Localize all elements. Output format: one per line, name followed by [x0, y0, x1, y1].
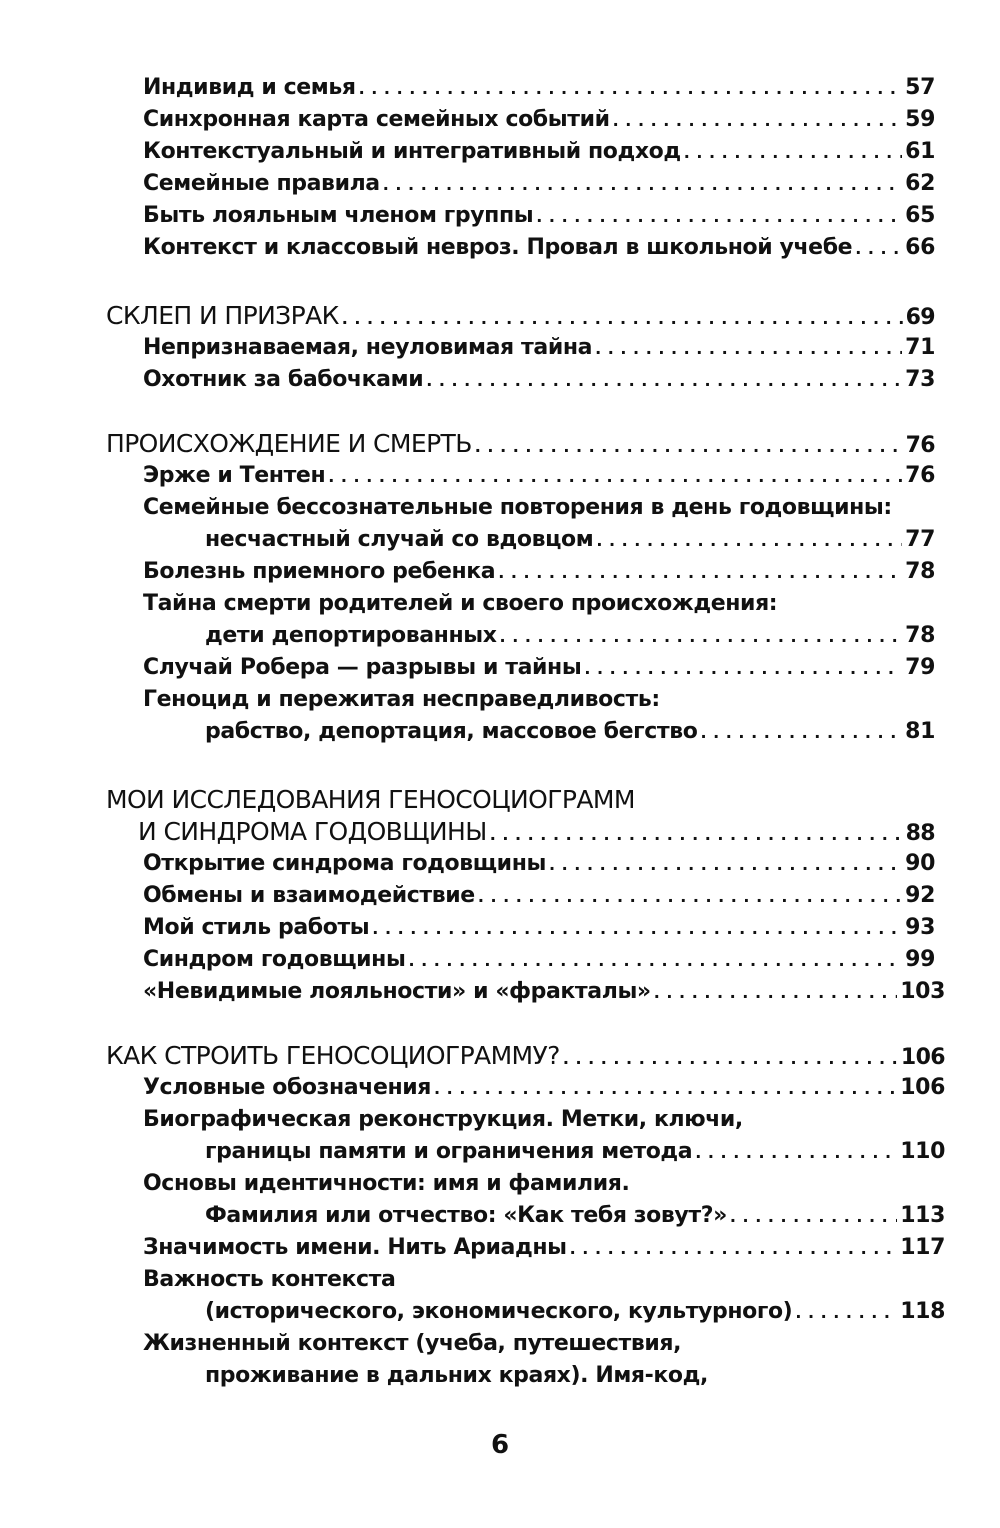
entry-title: Семейные правила [143, 171, 380, 196]
leader-dots [426, 365, 902, 397]
leader-dots [490, 819, 903, 851]
toc-entry[interactable] [205, 1136, 945, 1168]
leader-dots [536, 201, 902, 233]
entry-page: 66 [905, 235, 935, 260]
toc-entry[interactable] [143, 364, 935, 396]
leader-dots [695, 1137, 897, 1169]
entry-page: 69 [905, 305, 935, 330]
entry-title: Индивид и семья [143, 75, 356, 100]
entry-title: Эрже и Тентен [143, 463, 326, 488]
toc-entry[interactable] [205, 1200, 945, 1232]
entry-page: 76 [905, 433, 935, 458]
leader-dots [500, 621, 903, 653]
entry-page: 65 [905, 203, 935, 228]
leader-dots [498, 557, 902, 589]
toc-entry[interactable] [205, 620, 935, 652]
toc-chapter[interactable] [106, 428, 935, 460]
toc-chapter[interactable] [106, 300, 935, 332]
entry-title: Открытие синдрома годовщины [143, 851, 546, 876]
leader-dots [342, 303, 903, 335]
entry-page: 57 [905, 75, 935, 100]
entry-title-continued: Биографическая реконструкция. Метки, ключи, [143, 1107, 743, 1132]
chapter-title-line1: МОИ ИССЛЕДОВАНИЯ ГЕНОСОЦИОГРАММ [106, 785, 635, 814]
entry-title: Условные обозначения [143, 1075, 432, 1100]
leader-dots [700, 717, 902, 749]
leader-dots [408, 945, 902, 977]
entry-page: 79 [905, 655, 935, 680]
leader-dots [478, 881, 902, 913]
entry-page: 106 [900, 1075, 945, 1100]
toc-entry[interactable] [143, 104, 935, 136]
toc-chapter[interactable] [138, 816, 935, 848]
toc-entry[interactable] [143, 136, 935, 168]
entry-page: 117 [900, 1235, 945, 1260]
leader-dots [596, 525, 902, 557]
toc-entry[interactable] [143, 72, 935, 104]
leader-dots [549, 849, 902, 881]
entry-page: 99 [905, 947, 935, 972]
leader-dots [328, 461, 902, 493]
leader-dots [613, 105, 903, 137]
entry-title-continued: Тайна смерти родителей и своего происхождения: [143, 591, 778, 616]
entry-title-continued: Семейные бессознательные повторения в день годовщины: [143, 495, 892, 520]
toc-entry[interactable] [143, 944, 935, 976]
entry-page: 88 [905, 821, 935, 846]
entry-title: рабство, депортация, массовое бегство [205, 719, 698, 744]
entry-page: 110 [900, 1139, 945, 1164]
entry-title: Мой стиль работы [143, 915, 370, 940]
toc-entry[interactable] [143, 912, 935, 944]
entry-page: 92 [905, 883, 935, 908]
entry-title: Обмены и взаимодействие [143, 883, 475, 908]
entry-page: 61 [905, 139, 935, 164]
entry-title: Синдром годовщины [143, 947, 406, 972]
entry-title-continued: Жизненный контекст (учеба, путешествия, [143, 1331, 682, 1356]
entry-title: дети депортированных [205, 623, 497, 648]
leader-dots [654, 977, 898, 1009]
entry-page: 73 [905, 367, 935, 392]
entry-title: Контекстуальный и интегративный подход [143, 139, 681, 164]
toc-chapter[interactable] [106, 1040, 945, 1072]
leader-dots [855, 233, 902, 265]
leader-dots [595, 333, 902, 365]
entry-title: Охотник за бабочками [143, 367, 424, 392]
entry-title: Болезнь приемного ребенка [143, 559, 496, 584]
leader-dots [584, 653, 902, 685]
entry-title: несчастный случай со вдовцом [205, 527, 594, 552]
toc-entry[interactable] [143, 460, 935, 492]
entry-title-continued: Основы идентичности: имя и фамилия. [143, 1171, 630, 1196]
toc-entry[interactable] [143, 848, 935, 880]
entry-page: 59 [905, 107, 935, 132]
toc-entry[interactable] [143, 332, 935, 364]
entry-title: (исторического, экономического, культурного) [205, 1299, 793, 1324]
leader-dots [563, 1043, 898, 1075]
toc-entry[interactable] [143, 1232, 945, 1264]
entry-title-continued: Важность контекста [143, 1267, 396, 1292]
entry-page: 62 [905, 171, 935, 196]
leader-dots [730, 1201, 897, 1233]
leader-dots [570, 1233, 898, 1265]
entry-page: 90 [905, 851, 935, 876]
toc-entry[interactable] [143, 1072, 945, 1104]
leader-dots [475, 431, 903, 463]
toc-entry[interactable] [205, 524, 935, 556]
toc-entry[interactable] [205, 1296, 945, 1328]
entry-title-continued: Геноцид и пережитая несправедливость: [143, 687, 660, 712]
chapter-title: СКЛЕП И ПРИЗРАК [106, 301, 339, 330]
chapter-title: ПРОИСХОЖДЕНИЕ И СМЕРТЬ [106, 429, 472, 458]
entry-title: Значимость имени. Нить Ариадны [143, 1235, 567, 1260]
entry-page: 78 [905, 623, 935, 648]
entry-page: 76 [905, 463, 935, 488]
toc-entry[interactable] [143, 556, 935, 588]
entry-page: 118 [900, 1299, 945, 1324]
leader-dots [684, 137, 902, 169]
entry-page: 81 [905, 719, 935, 744]
toc-entry[interactable] [143, 976, 945, 1008]
entry-page: 77 [905, 527, 935, 552]
leader-dots [434, 1073, 897, 1105]
entry-title: Быть лояльным членом группы [143, 203, 534, 228]
page-number: 6 [490, 1430, 510, 1460]
toc-entry[interactable] [143, 168, 935, 200]
leader-dots [795, 1297, 897, 1329]
entry-page: 78 [905, 559, 935, 584]
entry-title: границы памяти и ограничения метода [205, 1139, 693, 1164]
entry-page: 103 [900, 979, 945, 1004]
chapter-title: И СИНДРОМА ГОДОВЩИНЫ [138, 817, 487, 846]
entry-title: Непризнаваемая, неуловимая тайна [143, 335, 593, 360]
toc-entry[interactable] [143, 232, 935, 264]
toc-entry[interactable] [205, 716, 935, 748]
entry-page: 113 [900, 1203, 945, 1228]
leader-dots [359, 73, 903, 105]
entry-title: Контекст и классовый невроз. Провал в школьной учебе [143, 235, 853, 260]
entry-title: «Невидимые лояльности» и «фракталы» [143, 979, 651, 1004]
toc-entry[interactable] [143, 880, 935, 912]
leader-dots [372, 913, 902, 945]
toc-entry[interactable] [143, 200, 935, 232]
entry-title: Синхронная карта семейных событий [143, 107, 610, 132]
chapter-title: КАК СТРОИТЬ ГЕНОСОЦИОГРАММУ? [106, 1041, 560, 1070]
toc-entry[interactable] [143, 652, 935, 684]
entry-page: 71 [905, 335, 935, 360]
entry-page: 93 [905, 915, 935, 940]
leader-dots [383, 169, 902, 201]
entry-title: Случай Робера — разрывы и тайны [143, 655, 582, 680]
entry-title-continued: проживание в дальних краях). Имя-код, [205, 1363, 708, 1388]
entry-title: Фамилия или отчество: «Как тебя зовут?» [205, 1203, 727, 1228]
entry-page: 106 [900, 1045, 945, 1070]
